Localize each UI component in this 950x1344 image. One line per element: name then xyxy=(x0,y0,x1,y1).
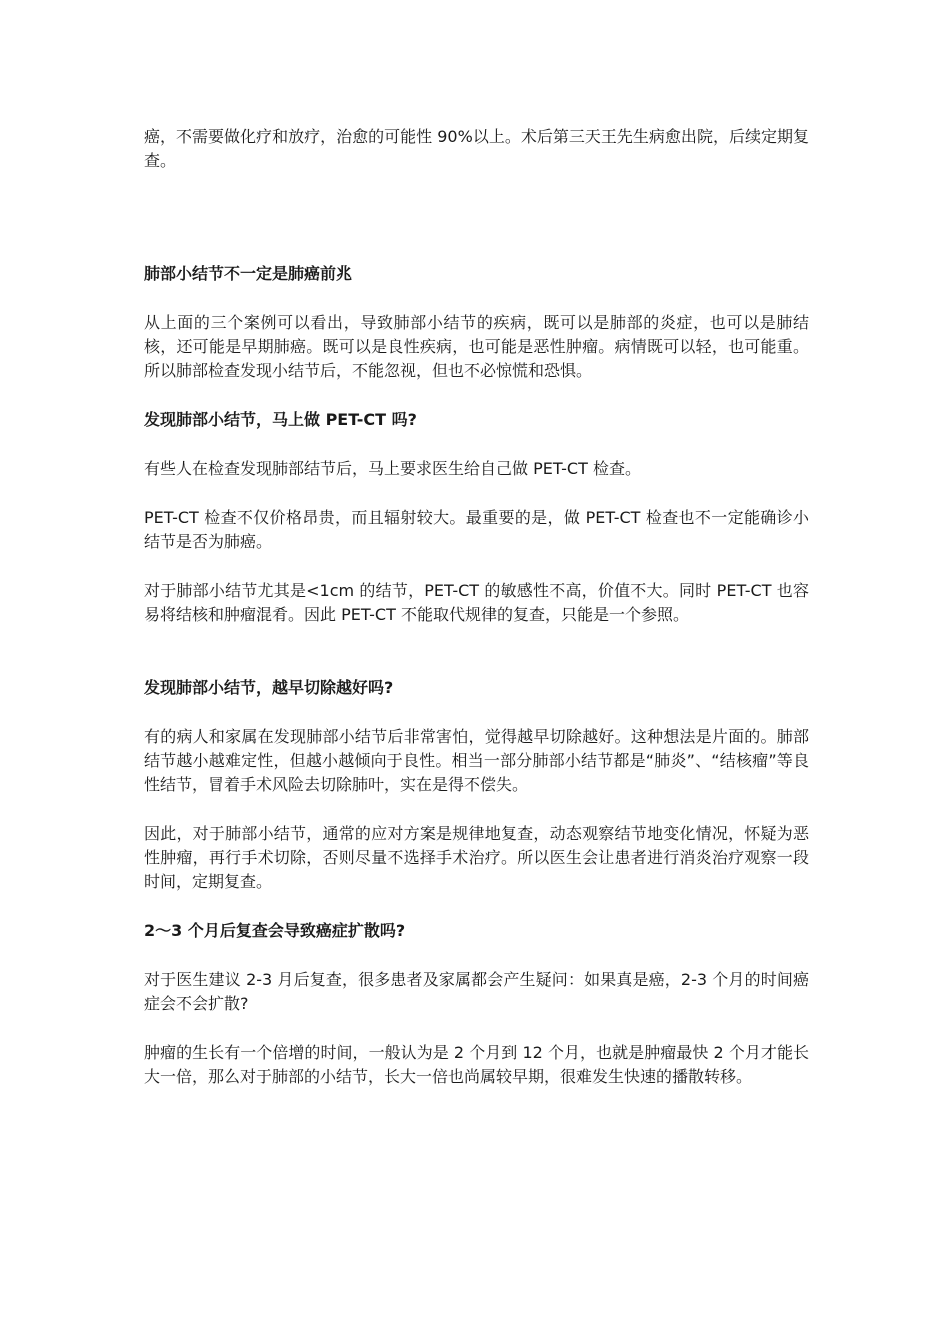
section2-paragraph-1: 有些人在检查发现肺部结节后，马上要求医生给自己做 PET-CT 检查。 xyxy=(144,459,641,478)
intro-continuation-paragraph: 癌，不需要做化疗和放疗，治愈的可能性 90%以上。术后第三天王先生病愈出院，后续定期复查。 xyxy=(144,127,809,170)
section-heading-early-removal: 发现肺部小结节，越早切除越好吗? xyxy=(144,678,394,697)
section4-paragraph-1: 对于医生建议 2-3 月后复查，很多患者及家属都会产生疑问：如果真是癌，2-3 个月的时间癌症会不会扩散? xyxy=(144,970,809,1013)
section2-paragraph-3: 对于肺部小结节尤其是<1cm 的结节，PET-CT 的敏感性不高，价值不大。同时 PET-CT 也容易将结核和肿瘤混肴。因此 PET-CT 不能取代规律的复查，只能是一个参照。 xyxy=(144,581,809,624)
section-heading-recheck-spread: 2～3 个月后复查会导致癌症扩散吗? xyxy=(144,921,406,940)
section2-paragraph-2: PET-CT 检查不仅价格昂贵，而且辐射较大。最重要的是，做 PET-CT 检查也不一定能确诊小结节是否为肺癌。 xyxy=(144,508,809,551)
section-heading-not-precursor: 肺部小结节不一定是肺癌前兆 xyxy=(144,264,353,283)
section3-paragraph-1: 有的病人和家属在发现肺部小结节后非常害怕，觉得越早切除越好。这种想法是片面的。肺部结节越小越难定性，但越小越倾向于良性。相当一部分肺部小结节都是“肺炎”、“结核瘤”等良性结节，冒着手术风险去切除肺叶，实在是得不偿失。 xyxy=(144,727,809,794)
section4-paragraph-2: 肿瘤的生长有一个倍增的时间，一般认为是 2 个月到 12 个月，也就是肿瘤最快 2 个月才能长大一倍，那么对于肺部的小结节，长大一倍也尚属较早期，很难发生快速的播散转移。 xyxy=(144,1043,809,1086)
article-body xyxy=(144,125,809,1089)
section-heading-pet-ct: 发现肺部小结节，马上做 PET-CT 吗? xyxy=(144,410,417,429)
section3-paragraph-2: 因此，对于肺部小结节，通常的应对方案是规律地复查，动态观察结节地变化情况，怀疑为恶性肿瘤，再行手术切除，否则尽量不选择手术治疗。所以医生会让患者进行消炎治疗观察一段时间，定期复查。 xyxy=(144,824,809,891)
section1-paragraph-1: 从上面的三个案例可以看出，导致肺部小结节的疾病，既可以是肺部的炎症，也可以是肺结核，还可能是早期肺癌。既可以是良性疾病，也可能是恶性肿瘤。病情既可以轻，也可能重。所以肺部检查发现小结节后，不能忽视，但也不必惊慌和恐惧。 xyxy=(144,313,809,380)
